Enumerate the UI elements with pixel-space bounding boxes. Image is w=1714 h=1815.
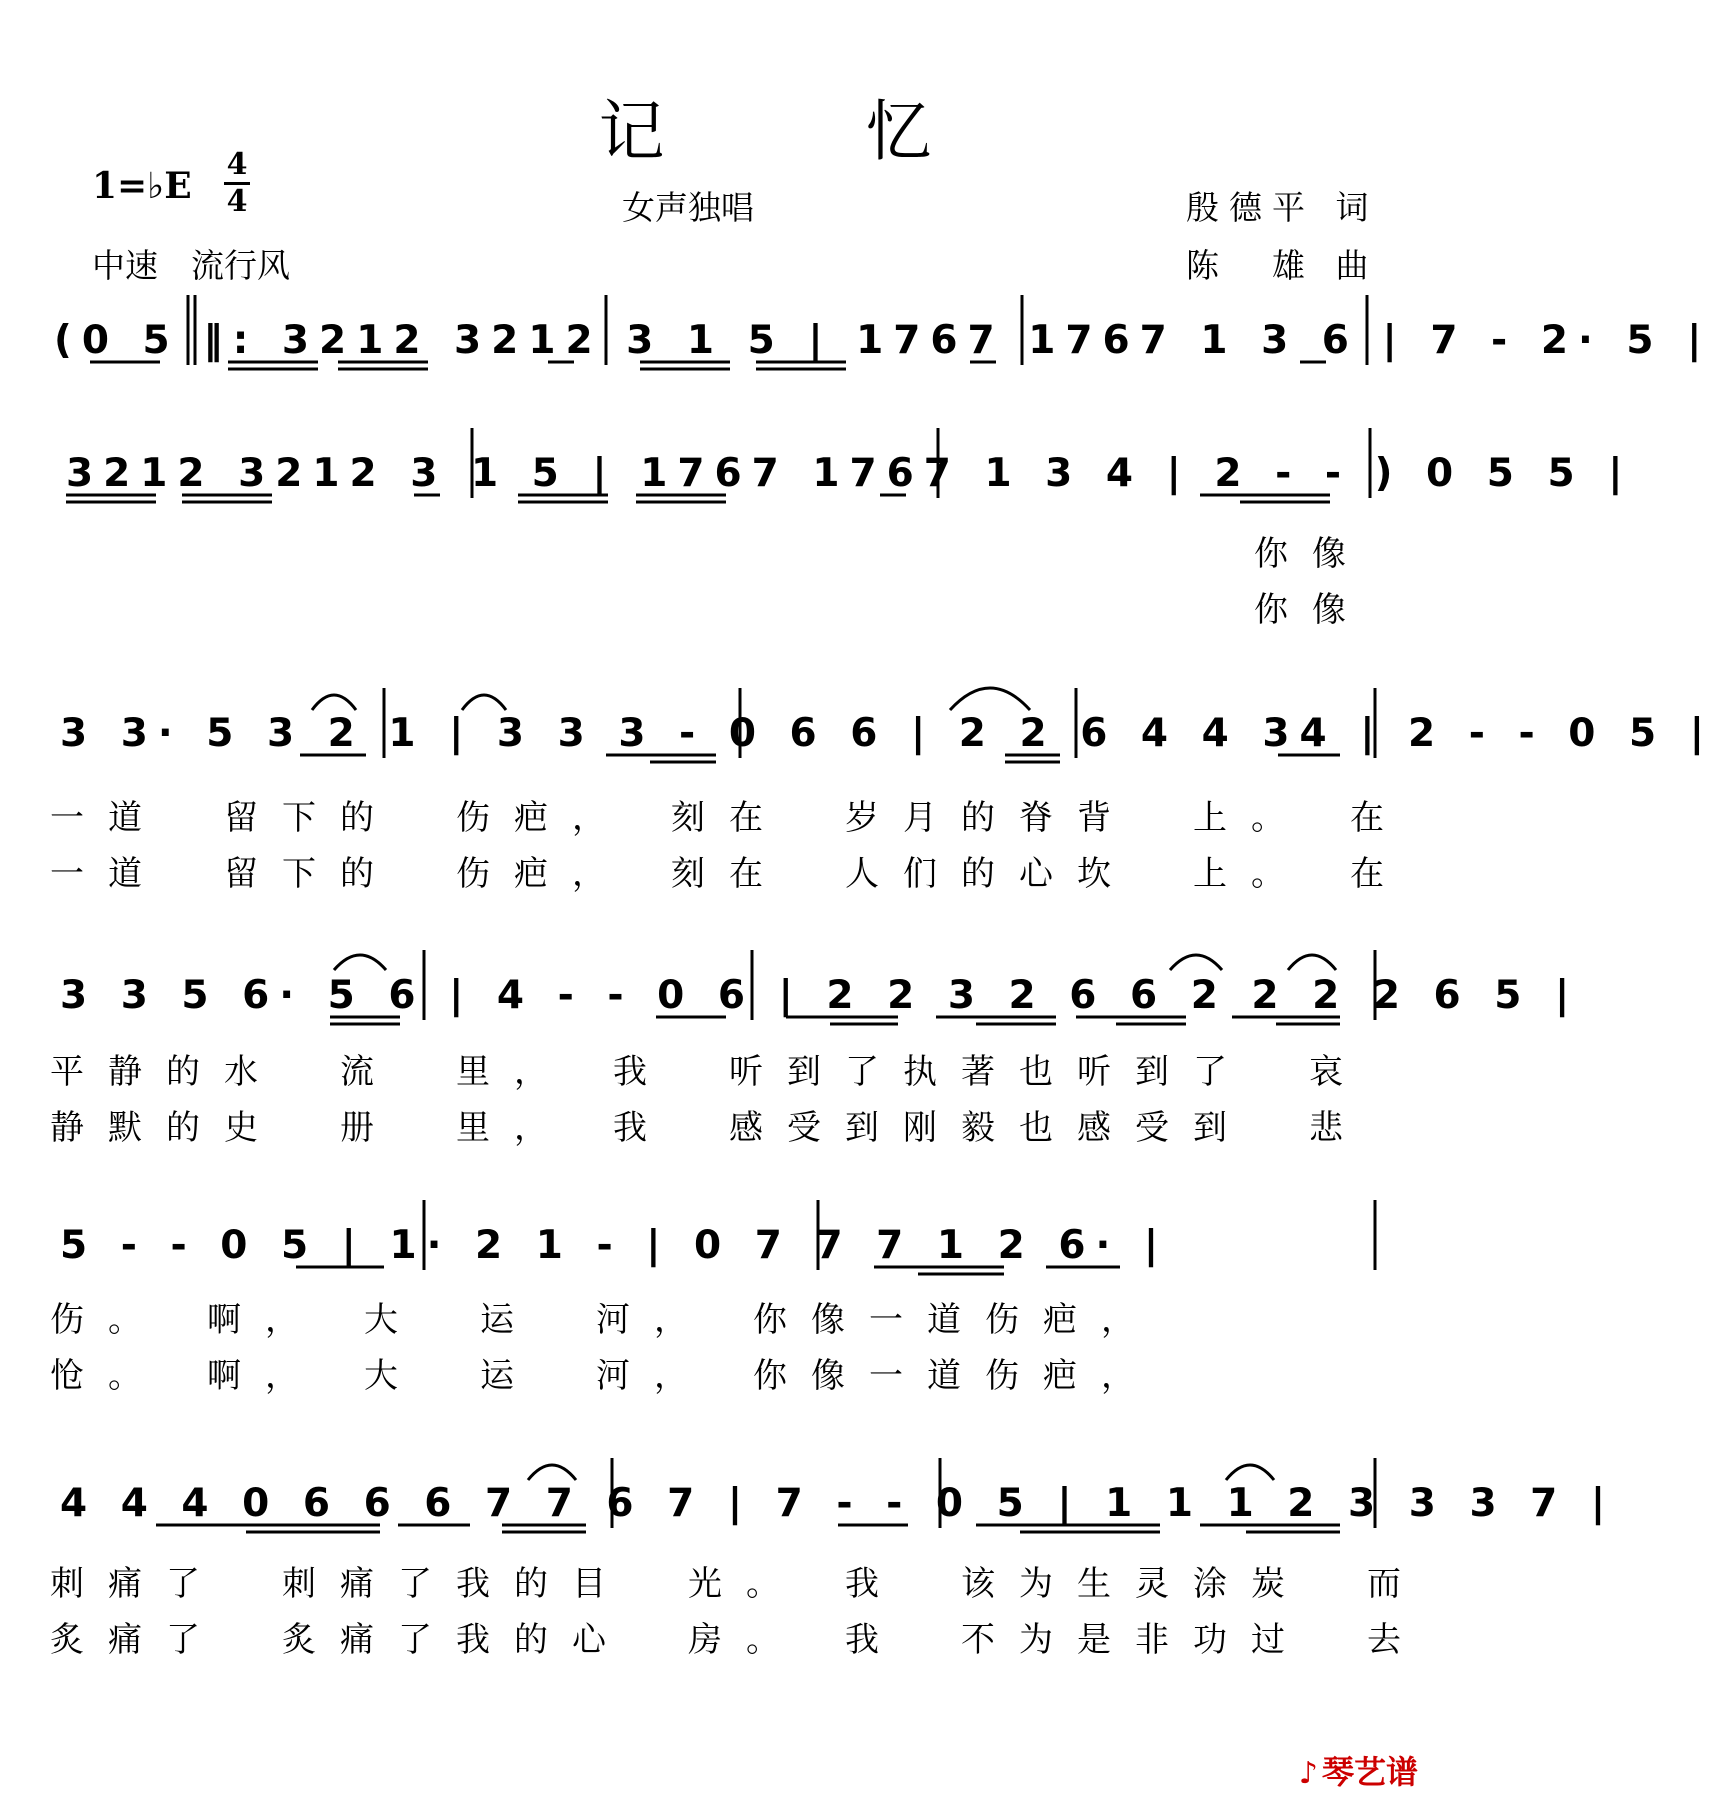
watermark bbox=[1299, 1747, 1418, 1793]
system-2-lyric-2: 你像 bbox=[1254, 590, 1370, 630]
time-signature-denominator: 4 bbox=[224, 182, 250, 219]
system-3-lyric-1: 一道 留下的 伤疤， 刻在 岁月的脊背 上。 在 bbox=[50, 798, 1408, 838]
watermark-logo-icon: ♪ bbox=[1298, 1756, 1318, 1791]
system-2-notes: 3212 3212 3 1 5 | 1767 1767 1 3 4 | 2 - - ) 0 5 5 | bbox=[66, 451, 1633, 496]
system-4-lyric-1: 平静的水 流 里， 我 听到了执著也听到了 哀 bbox=[50, 1052, 1367, 1092]
system-3-lyric-2: 一道 留下的 伤疤， 刻在 人们的心坎 上。 在 bbox=[50, 854, 1408, 894]
lyricist-credit: 殷德平 词 bbox=[1186, 188, 1379, 227]
system-6-lyric-1: 刺痛了 刺痛了我的目 光。 我 该为生灵涂炭 而 bbox=[50, 1564, 1425, 1604]
system-5-lyric-1: 伤。 啊， 大 运 河， 你像一道伤疤， bbox=[50, 1300, 1159, 1340]
system-3-notes: 3 3· 5 3 2 1 | 3 3 3 - 0 6 6 | 2 2 6 4 4 34 | 2 - - 0 5 | bbox=[60, 711, 1714, 756]
system-2-lyric-1: 你像 bbox=[1254, 534, 1370, 574]
system-4-lyric-2: 静默的史 册 里， 我 感受到刚毅也感受到 悲 bbox=[50, 1108, 1367, 1148]
tempo-style: 中速 流行风 bbox=[92, 246, 290, 285]
system-4-notes: 3 3 5 6· 5 6 | 4 - - 0 6 | 2 2 3 2 6 6 2 2 2 2 6 5 | bbox=[60, 973, 1580, 1018]
system-5-lyric-2: 怆。 啊， 大 运 河， 你像一道伤疤， bbox=[50, 1356, 1159, 1396]
performance-type: 女声独唱 bbox=[622, 188, 754, 227]
key-signature: 1=♭E bbox=[92, 165, 192, 207]
system-6-lyric-2: 炙痛了 炙痛了我的心 房。 我 不为是非功过 去 bbox=[50, 1620, 1425, 1660]
time-signature-numerator: 4 bbox=[226, 147, 248, 182]
system-6-notes: 4 4 4 0 6 6 6 7 7 6 7 | 7 - - 0 5 | 1 1 1 2 3 3 3 7 | bbox=[60, 1481, 1616, 1526]
song-title: 记 忆 bbox=[598, 93, 1022, 170]
composer-credit: 陈 雄 曲 bbox=[1186, 246, 1379, 285]
watermark-text: 琴艺谱 bbox=[1321, 1753, 1418, 1791]
system-5-notes: 5 - - 0 5 | 1· 2 1 - | 0 7 7 7 1 2 6· | bbox=[60, 1223, 1169, 1268]
system-1-notes: (0 5 ‖: 3212 3212 3 1 5 | 1767 1767 1 3 6 | 7 - 2· 5 | bbox=[54, 318, 1712, 363]
